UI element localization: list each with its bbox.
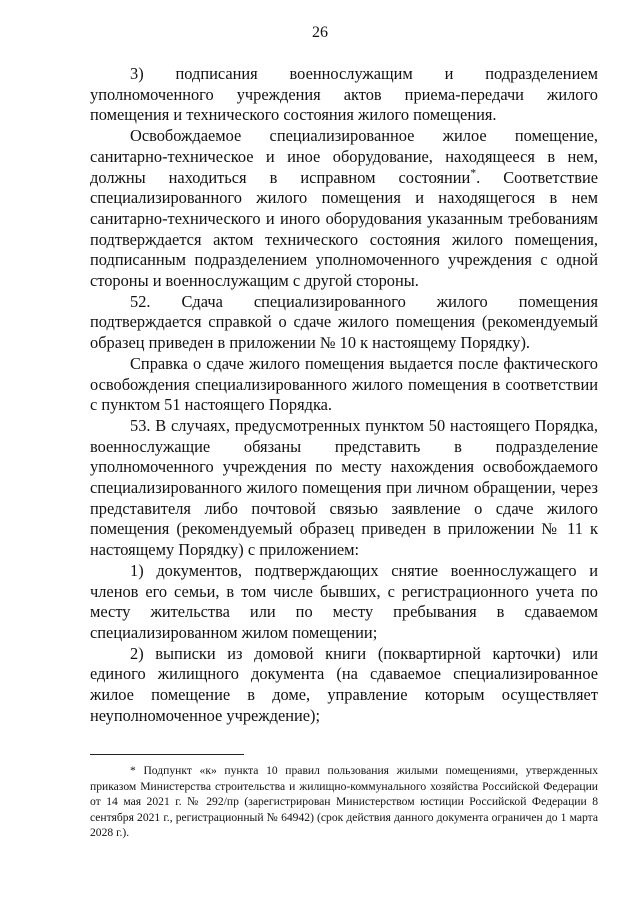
- paragraph-text: Освобождаемое специализированное жилое помещение, санитарно-техническое и иное оборудование, находящееся в нем, должны находиться в исправном состоянии: [90, 126, 598, 187]
- footnote-divider: [90, 754, 244, 755]
- paragraph-52: 52. Сдача специализированного жилого помещения подтверждается справкой о сдаче жилого помещения (рекомендуемый образец приведен в приложении № 10 к настоящему Порядку).: [90, 291, 598, 353]
- page-number: 26: [312, 24, 328, 41]
- paragraph-text-continued: . Соответствие специализированного жилого помещения и находящегося в нем санитарно-технического и иного оборудования указанным требованиям подтверждается актом технического состояния жилого помещения, подписанным подразделением уполномоченного учреждения с одной стороны и военнослужащим с другой стороны.: [90, 167, 598, 291]
- paragraph-item-3: 3) подписания военнослужащим и подразделением уполномоченного учреждения актов приема-передачи жилого помещения и технического состояния жилого помещения.: [90, 64, 598, 125]
- footnote-marker: *: [130, 764, 136, 777]
- paragraph-vacated-premises: [90, 126, 598, 292]
- document-body: [90, 64, 598, 727]
- paragraph-item-2: 2) выписки из домовой книги (поквартирной карточки) или единого жилищного документа (на сдаваемое специализированное жилое помещение в доме, управление которым осуществляет неуполномоченное учреждение);: [90, 643, 598, 725]
- footnote-reference: *: [470, 167, 477, 180]
- footnote: [90, 763, 598, 841]
- paragraph-item-1: 1) документов, подтверждающих снятие военнослужащего и членов его семьи, в том числе бывших, с регистрационного учета по месту жительства или по месту пребывания в сдаваемом специализированном жилом помещении;: [90, 560, 598, 642]
- footnote-paragraph: [90, 763, 598, 841]
- paragraph-certificate: Справка о сдаче жилого помещения выдается после фактического освобождения специализированного жилого помещения в соответствии с пунктом 51 настоящего Порядка.: [90, 353, 598, 415]
- paragraph-53: 53. В случаях, предусмотренных пунктом 50 настоящего Порядка, военнослужащие обязаны представить в подразделение уполномоченного учреждения по месту нахождения освобождаемого специализированного жилого помещения при личном обращении, через представителя либо почтовой связью заявление о сдаче жилого помещения (рекомендуемый образец приведен в приложении № 11 к настоящему Порядку) с приложением:: [90, 415, 598, 560]
- footnote-text: Подпункт «к» пункта 10 правил пользования жилыми помещениями, утвержденных приказом Министерства строительства и жилищно-коммунального хозяйства Российской Федерации от 14 мая 2021 г. № 292/пр (зарегистрирован Министерством юстиции Российской Федерации 8 сентября 2021 г., регистрационный № 64942) (срок действия данного документа ограничен до 1 марта 2028 г.).: [90, 764, 598, 840]
